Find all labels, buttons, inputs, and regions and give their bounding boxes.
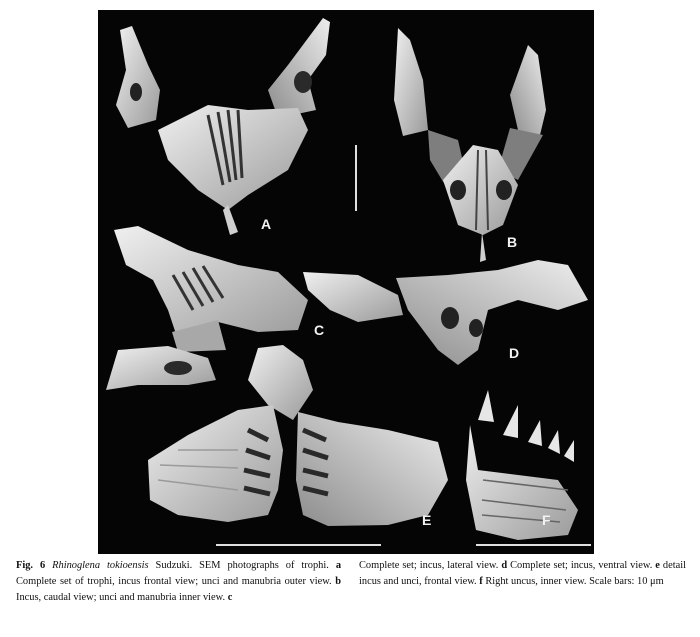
panel-b-specimen	[394, 28, 546, 262]
figure-plate	[98, 10, 594, 554]
figure-label: Fig. 6	[16, 560, 46, 571]
panel-d-specimen	[303, 260, 588, 365]
scale-bar-ab	[355, 145, 357, 211]
caption-intro: Sudzuki. SEM photographs of trophi.	[155, 560, 329, 571]
panel-ref-d: d	[501, 560, 508, 571]
panel-label-c: C	[314, 322, 325, 338]
panel-desc-b: Incus, caudal view; unci and manubria inner view.	[16, 592, 226, 603]
panel-desc-e: detail incus and unci, frontal view.	[359, 560, 686, 587]
panel-desc-f: Right uncus, inner view. Scale bars: 10 μm	[485, 576, 664, 587]
panel-a-specimen	[116, 18, 330, 235]
panel-label-b: B	[507, 234, 518, 250]
panel-f-specimen	[466, 390, 578, 540]
panel-desc-c: Complete set; incus, lateral view.	[359, 560, 499, 571]
scale-bar-f	[476, 544, 591, 546]
panel-ref-a: a	[335, 560, 342, 571]
figure-caption	[16, 558, 686, 606]
panel-desc-a: Complete set of trophi, incus frontal view; unci and manubria outer view.	[16, 576, 332, 587]
panel-desc-d: Complete set; incus, ventral view.	[510, 560, 653, 571]
panel-ref-c: c	[227, 592, 233, 603]
panel-ref-f: f	[479, 576, 483, 587]
scale-bar-e	[216, 544, 381, 546]
sem-micrographs	[98, 10, 594, 554]
panel-label-d: D	[509, 345, 520, 361]
panel-ref-e: e	[655, 560, 660, 571]
panel-label-f: F	[542, 512, 551, 528]
species-name: Rhinoglena tokioensis	[52, 560, 149, 571]
caption-column-left	[16, 558, 341, 606]
panel-label-a: A	[261, 216, 272, 232]
panel-ref-b: b	[335, 576, 341, 587]
caption-column-right	[359, 558, 686, 606]
panel-label-e: E	[422, 512, 432, 528]
